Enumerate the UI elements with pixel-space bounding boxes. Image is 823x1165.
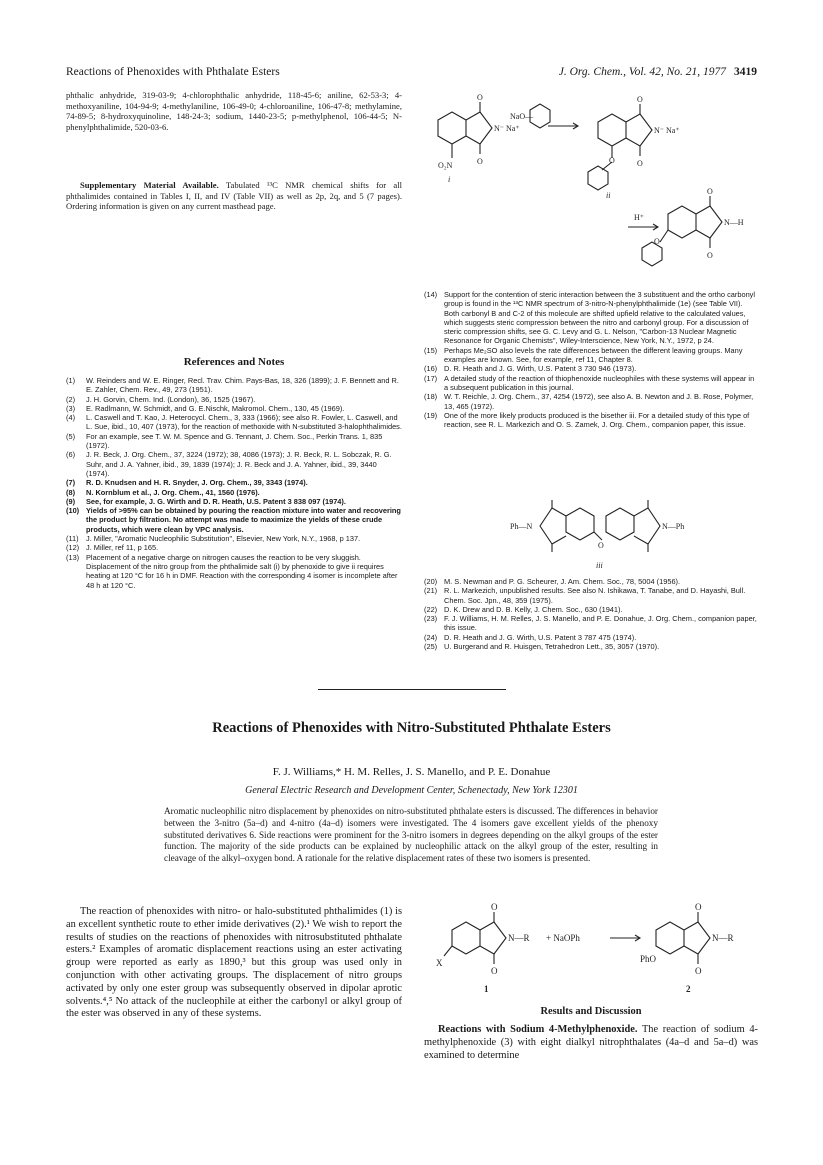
scheme-o2n: O₂N [438,161,453,170]
reference-item: (12) J. Miller, ref 11, p 165. [66,543,159,553]
scheme-o-2: O [477,157,483,166]
reference-item: (6) J. R. Beck, J. Org. Chem., 37, 3224 (1972); 38, 4086 (1973); J. R. Beck, R. L. Sobczak, R. G. Suhr, and J. A. Yahner, ibid., 39, 1839 (1974); J. R. Beck and J. A. Yahner, ibid., 39, 3440 (1974). [66,450,392,478]
reference-item: (20) M. S. Newman and P. G. Scheurer, J. Am. Chem. Soc., 78, 5004 (1956). [424,577,681,586]
references-left [66,376,402,590]
scheme1-nr-2: N—R [712,933,734,943]
cas-registry-paragraph: phthalic anhydride, 319-03-9; 4-chlorophthalic anhydride, 118-45-6; aniline, 62-53-3; 4-methoxyaniline, 104-94-9; 4-methylaniline, 106-49-0; 4-chloroaniline, 106-47-8; methylamine, 74-89-5; 8-hydroxyquinoline, 148-24-3; sodium, 1440-23-5; p-methylphenol, 106-44-5; N-phenylphthalimide, 520-03-6. [66,90,402,132]
scheme-nh: N—H [724,218,744,227]
references-right-a [424,290,758,429]
running-title: Reactions of Phenoxides with Phthalate Esters [66,66,280,78]
results-subhead: Reactions with Sodium 4-Methylphenoxide. [438,1024,638,1035]
scheme1-x: X [436,958,443,968]
results-text: The reaction of sodium 4-methylphenoxide (3) with eight dialkyl nitrophthalates (4a–d and 5a–d) was examined to determine [424,1024,758,1061]
supplementary-material [66,180,402,212]
reference-item: (9) See, for example, J. G. Wirth and D. R. Heath, U.S. Patent 3 838 097 (1974). [66,496,346,506]
results-paragraph [424,1024,758,1062]
iii-n-ph: N—Ph [662,522,685,531]
reference-item: (23) F. J. Williams, H. M. Relles, J. S. Manello, and P. E. Donahue, J. Org. Chem., companion paper, this issue. [424,614,757,633]
article-authors: F. J. Williams,* H. M. Relles, J. S. Manello, and P. E. Donahue [272,766,551,778]
compound-i-label: i [448,175,451,184]
article-title: Reactions of Phenoxides with Nitro-Substituted Phthalate Esters [212,720,611,736]
compound-1-label: 1 [484,984,489,994]
reference-item: (3) E. Radlmann, W. Schmidt, and G. E.Nischk, Makromol. Chem., 130, 45 (1969). [66,403,345,413]
scheme-na-2: N⁻ Na⁺ [654,126,680,135]
scheme-o-ether-2: O [654,237,660,246]
supplementary-text: Tabulated ¹³C NMR chemical shifts for all phthalimides contained in Tables I, II, and IV (Table VII) as well as 2p, 2q, and 5 (7 pages). Ordering information is given on any current masthead page. [66,180,403,212]
reference-item: (16) D. R. Heath and J. G. Wirth, U.S. Patent 3 730 946 (1973). [424,364,637,374]
reaction-scheme-1-2 [424,902,758,996]
scheme-o-3: O [637,95,643,104]
reference-item: (25) U. Burgerand and R. Huisgen, Tetrahedron Lett., 35, 3057 (1970). [424,642,660,652]
scheme-o-1: O [477,93,483,102]
compound-ii-label: ii [606,191,611,200]
scheme-o-ether: O [609,156,615,165]
compound-iii-label: iii [596,561,603,570]
scheme1-o-4: O [695,966,702,976]
reference-item: (10) Yields of >95% can be obtained by pouring the reaction mixture into water and recovering the product by filtration. No attempt was made to maximize the yields of these crude products, which were clean by VPC analysis. [66,506,401,534]
reference-item: (1) W. Reinders and W. E. Ringer, Recl. Trav. Chim. Pays-Bas, 18, 326 (1899); J. F. Bennett and R. E. Zahler, Chem. Rev., 49, 273 (1951). [66,376,399,395]
scheme-na-1: N⁻ Na⁺ [494,124,520,133]
supplementary-label: Supplementary Material Available. [80,180,219,190]
scheme1-o-2: O [491,966,498,976]
reference-item: (15) Perhaps Me₂SO also levels the rate differences between the different leaving groups. Many examples are known. See, for example, ref 11, Chapter 8. [424,345,743,365]
results-heading: Results and Discussion [540,1006,642,1017]
reference-item: (18) W. T. Reichle, J. Org. Chem., 37, 4254 (1972), see also A. B. Newton and J. B. Rose, Polymer, 13, 465 (1972). [424,392,754,411]
bisether-iii-structure [510,500,690,572]
scheme-o-5: O [707,187,713,196]
scheme1-pho: PhO [640,954,657,964]
reaction-scheme-top [418,92,758,278]
scheme-reagent: NaO— [510,112,534,121]
scheme1-o-3: O [695,902,702,912]
reference-item: (4) L. Caswell and T. Kao, J. Heterocycl. Chem., 3, 333 (1966); see also R. Fowler, L. Caswell, and L. Sue, ibid., 10, 407 (1973), for the reaction of methoxide with N-substituted 3-halophthalimides. [66,413,402,432]
journal-name: J. Org. Chem., Vol. 42, No. 21, 1977 [558,66,726,78]
article-affiliation: General Electric Research and Development Center, Schenectady, New York 12301 [245,785,578,796]
reference-item: (17) A detailed study of the reaction of thiophenoxide nucleophiles with these systems will appear in a subsequent publication in this journal. [424,373,755,392]
reference-item: (22) D. K. Drew and D. B. Kelly, J. Chem. Soc., 630 (1941). [424,604,623,614]
scheme-o-4: O [637,159,643,168]
journal-citation [559,66,757,78]
scheme1-o-1: O [491,902,498,912]
references-title: References and Notes [183,356,285,368]
scheme1-plus-naoph: + NaOPh [546,933,580,943]
reference-item: (21) R. L. Markezich, unpublished results. See also N. Ishikawa, T. Tanabe, and D. Hayashi, Bull. Chem. Soc. Jpn., 48, 359 (1975). [424,586,746,605]
reference-item: (7) R. D. Knudsen and H. R. Snyder, J. Org. Chem., 39, 3343 (1974). [66,478,308,488]
scheme-h-plus: H⁺ [634,213,644,222]
reference-item: (19) One of the more likely products produced is the bisether iii. For a detailed study of this type of reaction, see R. L. Markezich and O. S. Zamek, J. Org. Chem., companion paper, this issue. [424,410,750,430]
iii-ph-n: Ph—N [510,522,533,531]
compound-2-label: 2 [686,984,691,994]
page-number: 3419 [734,66,757,78]
scheme1-nr-1: N—R [508,933,530,943]
references-right-b [424,577,758,651]
intro-paragraph: The reaction of phenoxides with nitro- or halo-substituted phthalimides (1) is an excellent synthetic route to ether imide derivatives (2).¹ We wish to report the results of studies on the reactions of phenoxides with nitrosubstituted phthalate esters.² Examples of aromatic displacement reactions using an ester activating group were reported as early as 1890,³ but this group was used only in conjunction with other activating groups. The displacement of nitro groups activated by only one ester group was subsequently observed in dipolar aprotic solvents.⁴,⁵ No attack of the nucleophile at either the carbonyl or alkyl group of the ester was observed in any of these systems. [66,906,402,1020]
reference-item: (2) J. H. Gorvin, Chem. Ind. (London), 36, 1525 (1967). [66,394,256,404]
iii-o: O [598,541,604,550]
scheme-o-6: O [707,251,713,260]
reference-item: (5) For an example, see T. W. M. Spence and G. Tennant, J. Chem. Soc., Perkin Trans. 1, 835 (1972). [66,431,383,451]
reference-item: (8) N. Kornblum et al., J. Org. Chem., 41, 1560 (1976). [66,487,260,497]
reference-item: (14) Support for the contention of steric interaction between the 3 substituent and the ortho carbonyl group is found in the ¹³C NMR spectrum of 3-nitro-N-phenylphthalimide (1e) (see Table VII). Both carbonyl B and C-2 of this molecule are shifted upfield relative to the calculated values, which suggests steric compression between the nitro and carbonyl group. For a discussion of steric compression shifts, see G. C. Levy and G. L. Nelson, "Carbon-13 Nuclear Magnetic Resonance for Organic Chemists", Wiley-Interscience, New York, N.Y., 1972, p 24. [424,290,756,346]
section-divider [318,689,506,690]
reference-item: (24) D. R. Heath and J. G. Wirth, U.S. Patent 3 787 475 (1974). [424,632,637,642]
article-abstract: Aromatic nucleophilic nitro displacement by phenoxides on nitro-substituted phthalate esters is discussed. The differences in behavior between the 3-nitro (5a–d) and 4-nitro (4a–d) isomers were investigated. The 4 isomers gave excellent yields of the phenoxy substituted derivatives 6. Side reactions were prominent for the 3-nitro isomers in degrees depending on the alkyl groups of the ester function. The majority of the side products can be explained by nucleophilic attack on the alkyl group of the ester, resulting in cleavage of the alkyl–oxygen bond. A rationale for the relative displacement rates of these two isomers is presented. [164,806,658,864]
reference-item: (13) Placement of a negative charge on nitrogen causes the reaction to be very sluggish. Displacement of the nitro group from the phthalimide salt (i) by phenoxide to give ii requires heating at 120 °C for 16 h in DMF. Reaction with the corresponding 4 isomer is incomplete after 48 h at 120 °C. [66,552,398,590]
reference-item: (11) J. Miller, "Aromatic Nucleophilic Substitution", Elsevier, New York, N.Y., 1968, p 137. [66,534,361,544]
